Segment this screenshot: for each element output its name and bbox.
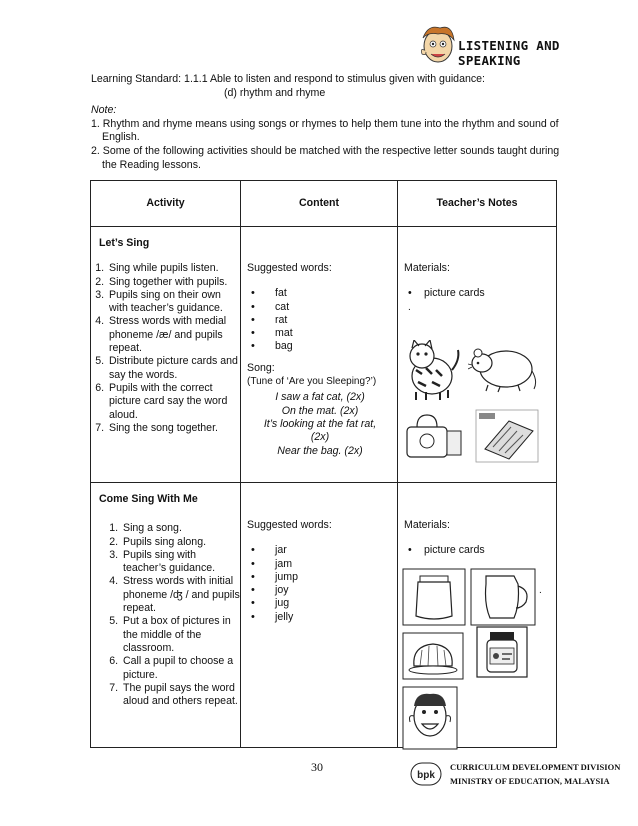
learning-standard: Learning Standard: 1.1.1 Able to listen and respond to stimulus given with guidance: [91,73,485,85]
table-header-row [91,181,557,227]
list-item: • jam [247,558,393,571]
list-item: 5. Distribute picture cards and say the words. [107,355,240,382]
song-tune: (Tune of ‘Are you Sleeping?’) [247,376,377,388]
seal-text: bpk [417,770,435,781]
header-content: Content [241,181,398,227]
list-item: 4. Stress words with medial phoneme /æ/ and pupils repeat. [107,315,240,355]
stray-dot: . [408,301,411,313]
header-activity: Activity [91,181,241,227]
list-item: 1. Sing a song. [121,522,240,535]
activity-title: Let’s Sing [99,237,150,249]
song-line: I saw a fat cat, (2x) [275,391,365,404]
list-item: • jar [247,544,393,557]
jam-picture-icon [476,626,528,678]
list-item: • fat [247,287,393,300]
song-line: (2x) [310,431,330,444]
list-item: 6. Pupils with the correct picture card say the word aloud. [107,382,240,422]
footer-org [410,760,630,790]
rat-picture-icon [468,341,538,393]
list-item: • jump [247,571,393,584]
list-item: 6. Call a pupil to choose a picture. [121,655,240,682]
bag-picture-icon [403,413,465,461]
header-teachers-notes: Teacher’s Notes [398,181,557,227]
joy-picture-icon [402,686,458,750]
jelly-picture-icon [402,632,464,680]
list-item: 5. Put a box of pictures in the middle of the classroom. [121,615,240,655]
jug-picture-icon [470,568,536,626]
list-item: • jelly [247,611,393,624]
section-header-logo [418,22,628,70]
list-item: • rat [247,314,393,327]
song-line: On the mat. (2x) [281,404,359,417]
page-number: 30 [311,760,323,774]
content-cell [241,227,398,483]
org-line-1: CURRICULUM DEVELOPMENT DIVISION [450,762,621,772]
song-label: Song: [247,361,275,374]
note-label: Note: [91,104,117,117]
jar-picture-icon [402,568,466,626]
list-item: 2. Sing together with pupils. [107,276,240,289]
cat-picture-icon [402,340,462,402]
stray-dot: . [539,585,542,596]
list-item: • joy [247,584,393,597]
list-item: 3. Pupils sing with teacher’s guidance. [121,549,240,576]
learning-standard-sub: (d) rhythm and rhyme [224,86,326,99]
list-item: 4. Stress words with initial phoneme /ʤ / and pupils repeat. [121,575,240,615]
note-2: 2. Some of the following activities should be matched with the respective letter sounds taught during the Reading lessons. [91,144,560,171]
list-item: 2. Pupils sing along. [121,536,240,549]
materials-label: Materials: [404,519,450,531]
note-1: 1. Rhythm and rhyme means using songs or rhymes to help them tune into the rhythm and sound of English. [91,117,559,144]
list-item: • jug [247,597,393,610]
song-line: Near the bag. (2x) [277,444,363,457]
activity-cell [91,483,241,748]
word-list [247,544,393,624]
intro-block [91,73,561,172]
org-line-2: MINISTRY OF EDUCATION, MALAYSIA [450,776,610,786]
suggested-words-label: Suggested words: [247,262,332,274]
list-item: • bag [247,340,393,353]
list-item: • picture cards [404,544,552,557]
activity-steps [91,522,240,708]
list-item: • picture cards [404,287,552,300]
content-cell [241,483,398,748]
cartoon-boy-icon [418,22,458,70]
word-list [247,287,393,353]
activity-cell [91,227,241,483]
list-item: • mat [247,327,393,340]
materials-label: Materials: [404,262,450,274]
suggested-words-label: Suggested words: [247,519,332,531]
list-item: 1. Sing while pupils listen. [107,262,240,275]
section-title: LISTENING AND SPEAKING [458,38,560,68]
activity-steps [91,262,240,435]
list-item: 3. Pupils sing on their own with teacher’s guidance. [107,289,240,316]
bpk-seal-icon [410,762,442,786]
activity-title: Come Sing With Me [99,493,198,505]
mat-picture-icon [475,409,539,463]
list-item: 7. Sing the song together. [107,422,240,435]
song-line: It’s looking at the fat rat, [263,417,377,430]
list-item: 7. The pupil says the word aloud and others repeat. [121,682,240,709]
list-item: • cat [247,301,393,314]
